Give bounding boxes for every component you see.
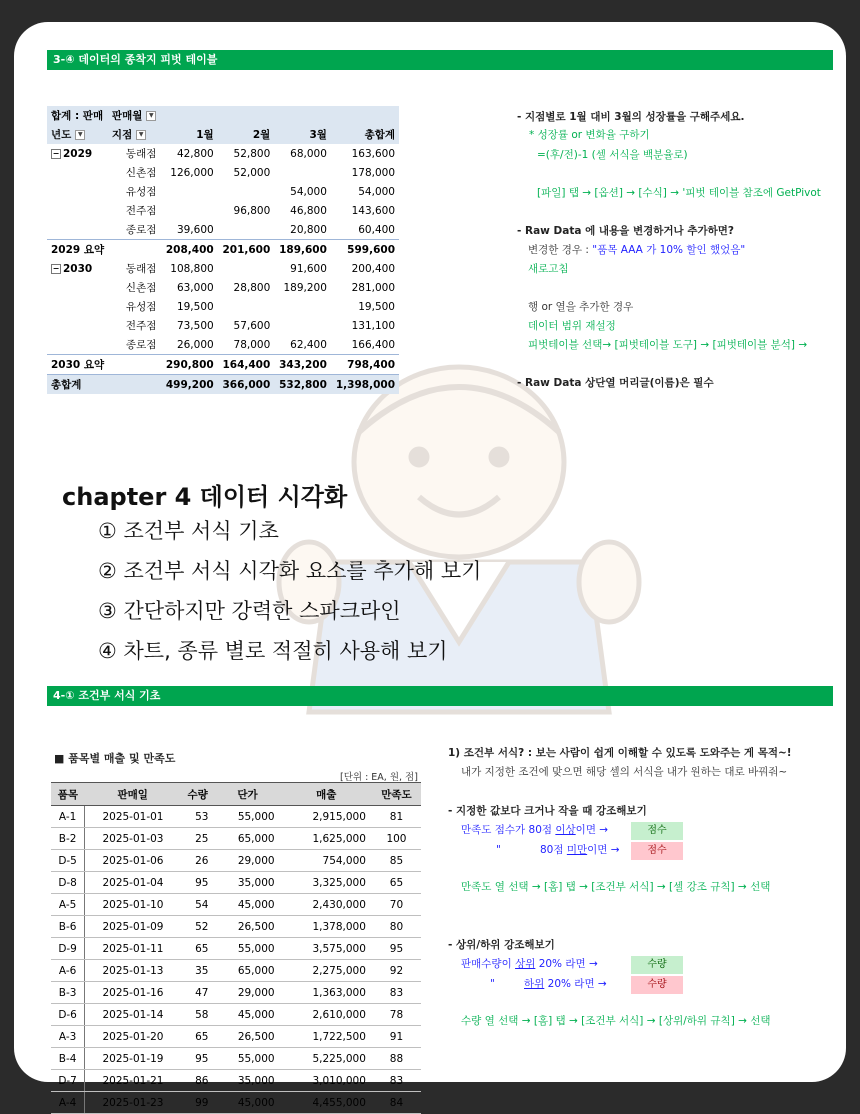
table-cell: 2025-01-10 — [85, 894, 181, 916]
table-row — [51, 872, 421, 894]
table-cell: 65,000 — [214, 828, 280, 850]
pivot-branch-cell: 유성점 — [125, 186, 157, 198]
slide-card — [14, 22, 846, 1109]
table-cell: 35,000 — [214, 872, 280, 894]
table-cell: 26,500 — [214, 916, 280, 938]
table-cell: 55,000 — [214, 806, 280, 828]
score-chip-green: 점수 — [631, 822, 683, 840]
pivot-value-cell: 131,100 — [351, 319, 395, 332]
table-cell: D-5 — [51, 850, 85, 872]
table-cell: 53 — [181, 806, 215, 828]
table-cell: 1,363,000 — [281, 982, 372, 1004]
note-topbottom-path: 수량 열 선택 → [홈] 탭 → [조건부 서식] → [상위/하위 규칙] → 선택 — [461, 1015, 771, 1027]
pivot-value-cell: 281,000 — [351, 281, 395, 294]
section-header: 3-④ 데이터의 종착지 피벗 테이블 — [47, 50, 833, 70]
table-cell: 2025-01-16 — [85, 982, 181, 1004]
pivot-value-cell: 163,600 — [351, 147, 395, 160]
chapter-item-3: ③ 간단하지만 강력한 스파크라인 — [98, 599, 401, 623]
dropdown-icon[interactable]: ▼ — [75, 130, 85, 140]
note-growth-rate: * 성장률 or 변화율 구하기 — [529, 129, 650, 141]
pivot-branch-cell: 전주점 — [125, 320, 157, 332]
pivot-year-cell — [47, 297, 108, 316]
pivot-month-filter[interactable] — [108, 106, 218, 125]
pivot-row — [47, 144, 399, 163]
table-cell: 1,722,500 — [281, 1026, 372, 1048]
table-cell: 83 — [372, 982, 421, 1004]
table-row — [51, 916, 421, 938]
pivot-value-cell: 126,000 — [170, 166, 214, 179]
pivot-table — [47, 106, 399, 394]
table-row — [51, 894, 421, 916]
col-qty: 수량 — [181, 783, 215, 806]
pivot-value-cell: 166,400 — [351, 338, 395, 351]
table-cell: B-6 — [51, 916, 85, 938]
table-cell: 45,000 — [214, 1092, 280, 1114]
pivot-year-label: 년도 — [51, 129, 72, 141]
pivot-value-cell: 39,600 — [176, 223, 214, 236]
table-row — [51, 960, 421, 982]
pivot-value-cell — [218, 259, 275, 278]
pivot-value-cell: 46,800 — [290, 204, 327, 217]
pivot-value-cell: 19,500 — [358, 300, 395, 313]
sales-header-row — [51, 783, 421, 806]
table-cell: 83 — [372, 1070, 421, 1092]
pivot-row — [47, 278, 399, 297]
table-cell: 92 — [372, 960, 421, 982]
pivot-row — [47, 182, 399, 201]
table-cell: A-5 — [51, 894, 85, 916]
sales-table — [51, 782, 421, 1114]
pivot-value-cell: 19,500 — [176, 300, 214, 313]
pivot-col-jan: 1월 — [161, 125, 218, 144]
table-cell: 100 — [372, 828, 421, 850]
pivot-value-cell: 91,600 — [290, 262, 327, 275]
chapter-title: chapter 4 데이터 시각화 — [62, 483, 348, 511]
pivot-value-cell: 52,000 — [233, 166, 271, 179]
pivot-branch-label: 지점 — [111, 129, 133, 141]
table-cell: 25 — [181, 828, 215, 850]
pivot-year-cell — [47, 316, 108, 335]
table-cell: 26,500 — [214, 1026, 280, 1048]
table-cell: 95 — [181, 1048, 215, 1070]
pivot-value-cell: 178,000 — [351, 166, 395, 179]
table-cell: 95 — [372, 938, 421, 960]
pivot-month-label: 판매월 — [111, 110, 143, 122]
col-satisfaction: 만족도 — [372, 783, 421, 806]
pivot-value-cell: 60,400 — [358, 223, 395, 236]
pivot-value-cell: 78,000 — [233, 338, 271, 351]
table-cell: 55,000 — [214, 1048, 280, 1070]
pivot-row — [47, 163, 399, 182]
note-refresh: 새로고침 — [528, 263, 569, 275]
note-reset-range: 데이터 범위 재설정 — [528, 320, 616, 332]
pivot-year-cell — [47, 335, 108, 355]
table-cell: 29,000 — [214, 982, 280, 1004]
table-cell: 4,455,000 — [281, 1092, 372, 1114]
table-cell: 2025-01-20 — [85, 1026, 181, 1048]
note-cf-desc: 내가 지정한 조건에 맞으면 해당 셀의 서식을 내가 원하는 대로 바꿔줘~ — [461, 766, 788, 778]
table-cell: 45,000 — [214, 894, 280, 916]
pivot-value-cell: 68,000 — [290, 147, 327, 160]
table-row — [51, 1070, 421, 1092]
pivot-branch-cell: 신촌점 — [125, 167, 157, 179]
pivot-value-cell: 42,800 — [176, 147, 214, 160]
pivot-header-row-2 — [47, 125, 399, 144]
table-cell: 78 — [372, 1004, 421, 1026]
table-cell: A-4 — [51, 1092, 85, 1114]
table-cell: 3,575,000 — [281, 938, 372, 960]
pivot-value-cell: 62,400 — [290, 338, 327, 351]
table-cell: 91 — [372, 1026, 421, 1048]
pivot-value-cell: 57,600 — [233, 319, 271, 332]
pivot-row — [47, 335, 399, 355]
pivot-subtotal-2030: 2030 요약 290,800 164,400 343,200 798,400 — [47, 355, 399, 375]
table-cell: 95 — [181, 872, 215, 894]
table-cell: 2025-01-04 — [85, 872, 181, 894]
table-cell: 81 — [372, 806, 421, 828]
pivot-row — [47, 297, 399, 316]
note-top-20: 판매수량이 상위 20% 라면 → — [461, 958, 598, 970]
table-cell: 70 — [372, 894, 421, 916]
dropdown-icon[interactable]: ▼ — [146, 111, 156, 121]
table-cell: 86 — [181, 1070, 215, 1092]
pivot-branch-cell: 동래점 — [125, 148, 157, 160]
note-rawdata-change: - Raw Data 에 내용을 변경하거나 추가하면? — [517, 225, 735, 237]
table-cell: D-8 — [51, 872, 85, 894]
pivot-value-cell — [274, 163, 331, 182]
table-row — [51, 828, 421, 850]
table-cell: 58 — [181, 1004, 215, 1026]
table-cell: A-6 — [51, 960, 85, 982]
table-row — [51, 1092, 421, 1114]
table-cell: 35,000 — [214, 1070, 280, 1092]
pivot-value-cell — [218, 182, 275, 201]
note-formula: =(후/전)-1 (셀 서식을 백분율로) — [537, 149, 688, 161]
table-cell: 88 — [372, 1048, 421, 1070]
pivot-branch-filter[interactable] — [108, 125, 161, 144]
table-row — [51, 1048, 421, 1070]
pivot-value-cell: 63,000 — [176, 281, 214, 294]
table-row — [51, 982, 421, 1004]
dropdown-icon[interactable]: ▼ — [136, 130, 146, 140]
pivot-row — [47, 201, 399, 220]
pivot-branch-cell: 종로점 — [125, 224, 157, 236]
note-pivot-path: 피벗테이블 선택→ [피벗테이블 도구] → [피벗테이블 분석] → — [528, 339, 808, 351]
table-cell: 65,000 — [214, 960, 280, 982]
note-bottom-20: 하위 20% 라면 → — [524, 978, 607, 990]
note-below-80-quote: " — [496, 844, 501, 856]
pivot-year-cell: − 2030 — [52, 262, 93, 275]
pivot-value-cell: 52,800 — [233, 147, 271, 160]
table-cell: 52 — [181, 916, 215, 938]
table-cell: 65 — [181, 1026, 215, 1048]
note-header-required: - Raw Data 상단열 머리글(이름)은 필수 — [517, 377, 714, 389]
table-cell: 29,000 — [214, 850, 280, 872]
pivot-year-cell — [47, 163, 108, 182]
col-item: 품목 — [51, 783, 85, 806]
note-top-bottom: - 상위/하위 강조해보기 — [448, 939, 555, 951]
table-cell: 2025-01-19 — [85, 1048, 181, 1070]
table-cell: D-7 — [51, 1070, 85, 1092]
col-date: 판매일 — [85, 783, 181, 806]
pivot-value-cell: 54,000 — [290, 185, 327, 198]
pivot-year-cell: − 2029 — [52, 147, 93, 160]
note-add-case: 행 or 열을 추가한 경우 — [528, 301, 634, 313]
table-cell: B-3 — [51, 982, 85, 1004]
table-row — [51, 1026, 421, 1048]
pivot-subtotal-2029: 2029 요약 208,400 201,600 189,600 599,600 — [47, 240, 399, 260]
table-cell: 54 — [181, 894, 215, 916]
table-cell: 99 — [181, 1092, 215, 1114]
pivot-group-2030 — [47, 259, 399, 355]
qty-chip-green: 수량 — [631, 956, 683, 974]
pivot-value-cell — [161, 182, 218, 201]
pivot-value-cell — [218, 220, 275, 240]
pivot-value-cell: 26,000 — [176, 338, 214, 351]
pivot-value-cell: 200,400 — [351, 262, 395, 275]
pivot-year-filter[interactable] — [47, 125, 108, 144]
pivot-year-cell — [47, 220, 108, 240]
table-cell: 2025-01-21 — [85, 1070, 181, 1092]
note-cf-purpose: 1) 조건부 서식? : 보는 사람이 쉽게 이해할 수 있도록 도와주는 게 목적~! — [448, 747, 792, 759]
pivot-header-row-1 — [47, 106, 399, 125]
table-cell: 2,915,000 — [281, 806, 372, 828]
pivot-branch-cell: 유성점 — [125, 301, 157, 313]
pivot-col-total: 총합계 — [331, 125, 399, 144]
col-price: 단가 — [214, 783, 280, 806]
pivot-row — [47, 220, 399, 240]
table-cell: 2,610,000 — [281, 1004, 372, 1026]
pivot-value-cell: 189,200 — [283, 281, 327, 294]
table-cell: D-6 — [51, 1004, 85, 1026]
note-highlight-cells: - 지정한 값보다 크거나 작을 때 강조해보기 — [448, 805, 647, 817]
table-cell: 3,010,000 — [281, 1070, 372, 1092]
table-cell: 2,275,000 — [281, 960, 372, 982]
pivot-row — [47, 259, 399, 278]
pivot-year-cell — [47, 278, 108, 297]
pivot-value-cell — [274, 297, 331, 316]
table-row — [51, 938, 421, 960]
note-cell-rule-path: 만족도 열 선택 → [홈] 탭 → [조건부 서식] → [셀 강조 규칙] → 선택 — [461, 881, 771, 893]
score-chip-red: 점수 — [631, 842, 683, 860]
section-header: 4-① 조건부 서식 기초 — [47, 686, 833, 706]
table-cell: 1,625,000 — [281, 828, 372, 850]
pivot-branch-cell: 동래점 — [125, 263, 157, 275]
pivot-branch-cell: 종로점 — [125, 339, 157, 351]
table-row — [51, 850, 421, 872]
table-cell: 754,000 — [281, 850, 372, 872]
note-growth-task: - 지점별로 1월 대비 3월의 성장률을 구해주세요. — [517, 111, 745, 123]
pivot-value-cell — [274, 316, 331, 335]
note-bottom-20-quote: " — [490, 978, 495, 990]
sales-table-body — [51, 806, 421, 1114]
table-cell: 2025-01-23 — [85, 1092, 181, 1114]
table-cell: 35 — [181, 960, 215, 982]
table-cell: 45,000 — [214, 1004, 280, 1026]
note-change-case: 변경한 경우 : "품목 AAA 가 10% 할인 했었음" — [528, 244, 746, 256]
table-cell: 55,000 — [214, 938, 280, 960]
pivot-branch-cell: 신촌점 — [125, 282, 157, 294]
note-above-80: 만족도 점수가 80점 이상이면 → — [461, 824, 609, 836]
table-cell: 26 — [181, 850, 215, 872]
pivot-year-cell — [47, 182, 108, 201]
pivot-value-cell: 73,500 — [176, 319, 214, 332]
pivot-value-cell: 20,800 — [290, 223, 327, 236]
table-cell: D-9 — [51, 938, 85, 960]
table-cell: 2025-01-06 — [85, 850, 181, 872]
pivot-value-cell — [218, 297, 275, 316]
pivot-value-cell: 28,800 — [233, 281, 271, 294]
sales-table-title: ■ 품목별 매출 및 만족도 — [54, 752, 176, 765]
table-cell: 2025-01-14 — [85, 1004, 181, 1026]
table-cell: 2025-01-11 — [85, 938, 181, 960]
table-cell: A-3 — [51, 1026, 85, 1048]
pivot-branch-cell: 전주점 — [125, 205, 157, 217]
collapse-icon[interactable]: − — [52, 148, 60, 158]
pivot-col-mar: 3월 — [274, 125, 331, 144]
table-cell: 65 — [181, 938, 215, 960]
table-cell: 2025-01-09 — [85, 916, 181, 938]
table-cell: 2025-01-13 — [85, 960, 181, 982]
table-cell: 2025-01-03 — [85, 828, 181, 850]
pivot-grand-total: 총합계 499,200 366,000 532,800 1,398,000 — [47, 375, 399, 395]
table-cell: 85 — [372, 850, 421, 872]
chapter-item-1: ① 조건부 서식 기초 — [98, 519, 279, 543]
qty-chip-red: 수량 — [631, 976, 683, 994]
note-getpivot: [파일] 탭 → [옵션] → [수식] → '피벗 테이블 참조에 GetPivot — [537, 187, 821, 199]
pivot-year-cell — [47, 201, 108, 220]
pivot-value-cell: 96,800 — [233, 204, 271, 217]
table-cell: 3,325,000 — [281, 872, 372, 894]
table-cell: A-1 — [51, 806, 85, 828]
pivot-value-cell: 108,800 — [170, 262, 214, 275]
table-cell: B-2 — [51, 828, 85, 850]
table-cell: 1,378,000 — [281, 916, 372, 938]
col-revenue: 매출 — [281, 783, 372, 806]
pivot-sum-label: 합계 : 판매 — [47, 106, 108, 125]
chapter-item-2: ② 조건부 서식 시각화 요소를 추가해 보기 — [98, 559, 482, 583]
table-cell: 5,225,000 — [281, 1048, 372, 1070]
pivot-row — [47, 316, 399, 335]
table-cell: 47 — [181, 982, 215, 1004]
collapse-icon[interactable]: − — [52, 263, 60, 273]
pivot-value-cell: 143,600 — [351, 204, 395, 217]
note-below-80: 80점 미만이면 → — [540, 844, 620, 856]
pivot-value-cell: 54,000 — [358, 185, 395, 198]
pivot-value-cell — [161, 201, 218, 220]
table-row — [51, 1004, 421, 1026]
pivot-group-2029 — [47, 144, 399, 240]
pivot-col-feb: 2월 — [218, 125, 275, 144]
table-cell: 80 — [372, 916, 421, 938]
table-cell: B-4 — [51, 1048, 85, 1070]
table-cell: 84 — [372, 1092, 421, 1114]
table-cell: 65 — [372, 872, 421, 894]
table-row — [51, 806, 421, 828]
table-cell: 2,430,000 — [281, 894, 372, 916]
sales-unit: [단위 : EA, 원, 점] — [340, 772, 418, 783]
chapter-item-4: ④ 차트, 종류 별로 적절히 사용해 보기 — [98, 639, 448, 663]
table-cell: 2025-01-01 — [85, 806, 181, 828]
